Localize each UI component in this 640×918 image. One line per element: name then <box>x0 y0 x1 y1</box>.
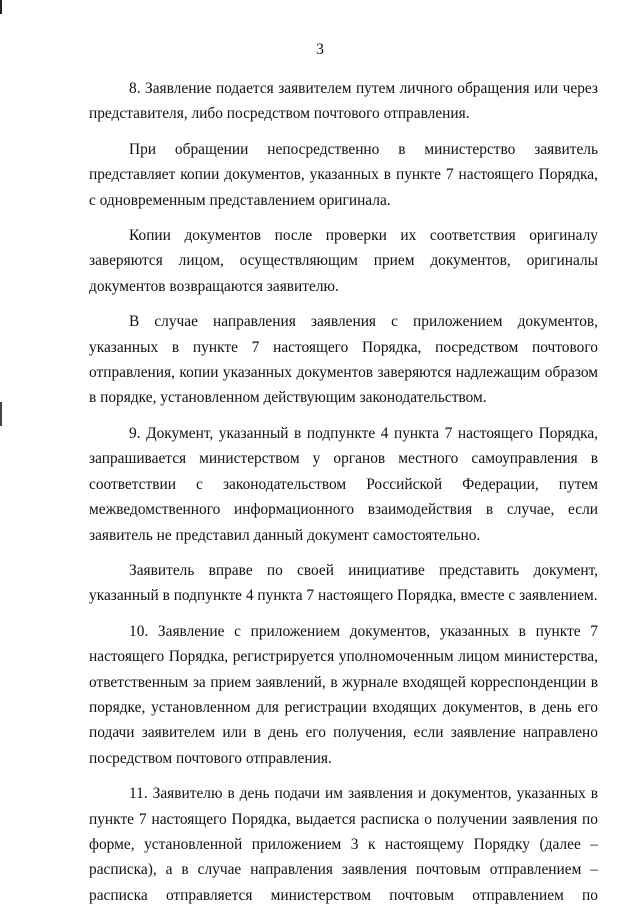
paragraph-11: 11. Заявителю в день подачи им заявления и документов, указанных в пункте 7 настоящего Порядка, выдается расписка о получении заявления по форме, установленной приложением 3 к настоящему Порядку (далее – расписка), а в случае направления заявления почтовым отправлением – расписка отправляется министерством почтовым отправлением по <box>89 785 598 904</box>
scan-edge-mark <box>0 402 2 426</box>
paragraph-8: 8. Заявление подается заявителем путем личного обращения или через представителя, либо посредством почтового отправления. <box>89 80 598 123</box>
paragraph-8-copies-certification: Копии документов после проверки их соответствия оригиналу заверяются лицом, осуществляющим прием документов, оригиналы документов возвращаются заявителю. <box>89 227 598 295</box>
paragraph-8-direct-submission: При обращении непосредственно в министерство заявитель представляет копии документов, указанных в пункте 7 настоящего Порядка, с одновременным представлением оригинала. <box>89 140 598 209</box>
paragraph-8-postal-submission: В случае направления заявления с приложением документов, указанных в пункте 7 настоящего Порядка, посредством почтового отправления, копии указанных документов заверяются надлежащим образом в порядке, установленном действующим законодательством. <box>89 313 598 407</box>
paragraph-10: 10. Заявление с приложением документов, указанных в пункте 7 настоящего Порядка, регистрируется уполномоченным лицом министерства, ответственным за прием заявлений, в журнале входящей корреспонденции в порядке, установленном для регистрации входящих документов, в день его подачи заявителем или в день его получения, если заявление направлено посредством почтового отправления. <box>89 622 598 767</box>
paragraph-9: 9. Документ, указанный в подпункте 4 пункта 7 настоящего Порядка, запрашивается министерством у органов местного самоуправления в соответствии с законодательством Российской Федерации, путем межведомственного информационного взаимодействия в случае, если заявитель не представил данный документ самостоятельно. <box>89 424 598 544</box>
scan-edge-mark <box>0 0 2 14</box>
paragraph-9-own-initiative: Заявитель вправе по своей инициативе представить документ, указанный в подпункте 4 пункта 7 настоящего Порядка, вместе с заявлением. <box>89 561 598 605</box>
page-number: 3 <box>316 41 324 58</box>
document-body <box>89 76 598 918</box>
